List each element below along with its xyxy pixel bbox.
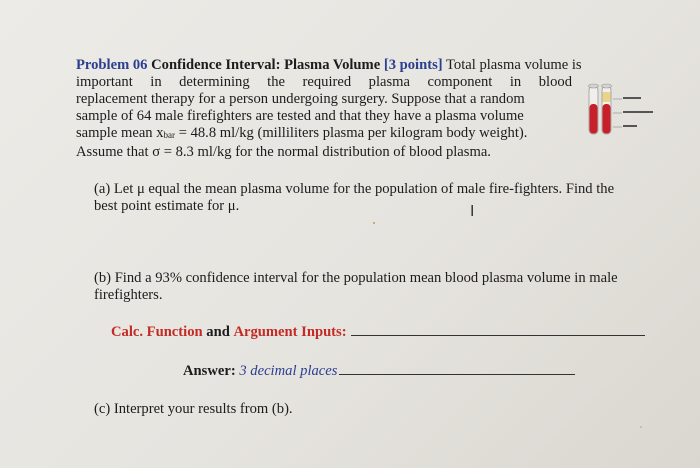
xbar-subscript: bar <box>163 130 176 140</box>
calc-function-row <box>111 324 645 341</box>
stray-mark-2 <box>640 426 642 428</box>
part-c-label: (c) <box>94 401 111 417</box>
answer-blank[interactable] <box>339 373 575 375</box>
calc-function-blank[interactable] <box>351 334 645 336</box>
problem-line-5 <box>76 125 668 144</box>
part-a-line-1: Let μ equal the mean plasma volume for the population of male fire-fighters. Find the <box>113 181 615 197</box>
text-cursor-icon: I <box>470 202 475 220</box>
and-label: and <box>206 324 230 340</box>
problem-line-3: replacement therapy for a person undergoing surgery. Suppose that a random <box>76 91 525 107</box>
problem-heading: Problem 06 <box>76 57 148 73</box>
problem-points: [3 points] <box>383 57 443 73</box>
problem-line-4: sample of 64 male firefighters are tested and that they have a plasma volume <box>76 108 524 124</box>
blood-separation-tubes-icon <box>586 82 666 138</box>
argument-inputs-label: Argument Inputs: <box>233 324 347 340</box>
part-b-label: (b) <box>94 270 112 286</box>
stray-mark <box>373 222 375 224</box>
part-c-text: Interpret your results from (b). <box>113 401 293 417</box>
part-a-label: (a) <box>94 181 111 197</box>
problem-line-6: Assume that σ = 8.3 ml/kg for the normal distribution of blood plasma. <box>76 144 491 160</box>
calc-function-label: Calc. Function <box>111 324 203 340</box>
part-b-line-1: Find a 93% confidence interval for the population mean blood plasma volume in male <box>114 270 618 286</box>
problem-line-1-rest: Total plasma volume is <box>446 57 582 73</box>
answer-row <box>183 363 575 380</box>
problem-line-2: important in determining the required plasma component in blood <box>76 74 572 90</box>
sample-mean-value-text: = 48.8 ml/kg (milliliters plasma per kilogram body weight). <box>175 125 528 141</box>
problem-title: Confidence Interval: Plasma Volume <box>151 57 381 73</box>
part-b <box>94 270 669 304</box>
part-a <box>94 181 669 215</box>
answer-label: Answer: <box>183 363 236 379</box>
part-c <box>94 401 494 418</box>
sample-mean-text: sample mean x <box>76 125 164 141</box>
answer-hint: 3 decimal places <box>239 363 338 379</box>
problem-line-1 <box>76 57 668 74</box>
part-a-line-2: best point estimate for μ. <box>94 198 240 214</box>
problem-statement <box>76 57 668 161</box>
part-b-line-2: firefighters. <box>94 287 163 303</box>
